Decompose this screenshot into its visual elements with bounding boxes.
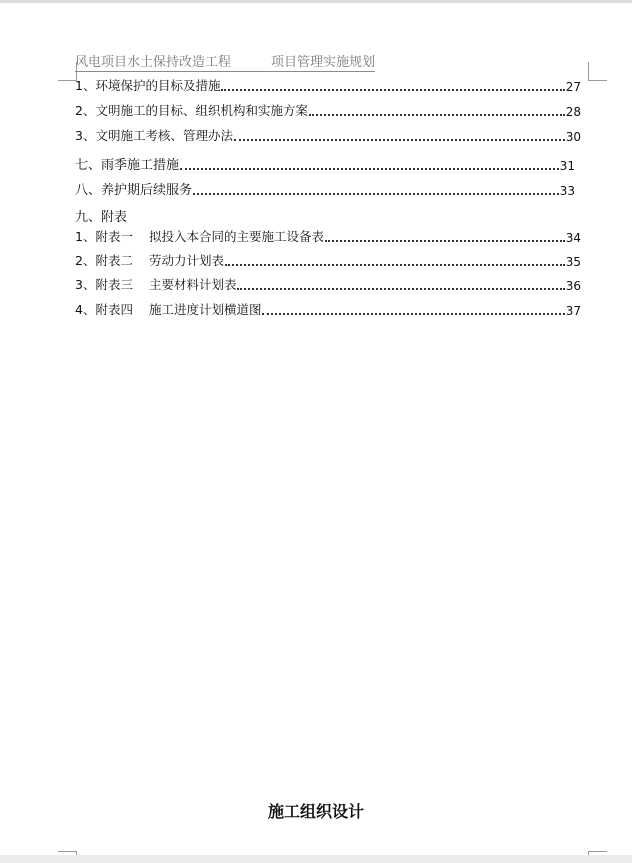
- document-page: [0, 3, 632, 855]
- appendix-heading: 九、附表: [75, 210, 128, 225]
- toc-entry-page: 31: [559, 159, 575, 173]
- toc-entry-text: 1、环境保护的目标及措施: [75, 78, 221, 93]
- toc-entry[interactable]: [75, 101, 581, 119]
- toc-entry[interactable]: [75, 126, 581, 144]
- toc-leader-dots: [237, 288, 564, 290]
- toc-entry-appendix[interactable]: [75, 300, 581, 318]
- toc-entry-number: 2、附表二: [75, 253, 133, 268]
- header-doc-title: 项目管理实施规划: [271, 55, 376, 70]
- toc-leader-dots: [225, 264, 565, 266]
- toc-entry-appendix[interactable]: [75, 251, 581, 269]
- crop-mark-top-right: [588, 62, 607, 81]
- section-title: 施工组织设计: [267, 802, 364, 821]
- toc-entry-text: 主要材料计划表: [148, 277, 237, 292]
- toc-leader-dots: [325, 240, 565, 242]
- toc-entry-page: 27: [565, 80, 581, 94]
- header-project-name: 风电项目水土保持改造工程: [75, 55, 232, 70]
- toc-entry-page: 34: [565, 231, 581, 245]
- toc-entry-page: 28: [565, 105, 581, 119]
- toc-entry-section[interactable]: [75, 155, 575, 173]
- toc-entry-page: 35: [565, 255, 581, 269]
- toc-leader-dots: [193, 193, 559, 195]
- toc-entry-number: 1、附表一: [75, 229, 133, 244]
- toc-entry-text: 七、雨季施工措施: [75, 158, 180, 173]
- toc-entry-text: 八、养护期后续服务: [75, 183, 193, 198]
- toc-entry[interactable]: [75, 76, 581, 94]
- toc-entry-text: 劳动力计划表: [148, 253, 224, 268]
- toc-entry-text: 3、文明施工考核、管理办法: [75, 128, 233, 143]
- toc-entry-text: 施工进度计划横道图: [148, 302, 262, 317]
- toc-leader-dots: [262, 313, 564, 315]
- toc-entry-appendix[interactable]: [75, 275, 581, 293]
- window-bottom-edge: [0, 855, 632, 863]
- toc-entry-number: 3、附表三: [75, 277, 133, 292]
- toc-leader-dots: [180, 168, 559, 170]
- toc-entry-page: 36: [565, 279, 581, 293]
- toc-leader-dots: [221, 89, 564, 91]
- toc-entry-page: 37: [565, 304, 581, 318]
- toc-entry-page: 33: [559, 184, 575, 198]
- toc-entry-number: 4、附表四: [75, 302, 133, 317]
- toc-leader-dots: [234, 139, 565, 141]
- toc-leader-dots: [309, 114, 565, 116]
- toc-entry-text: 拟投入本合同的主要施工设备表: [148, 229, 324, 244]
- toc-entry-page: 30: [565, 130, 581, 144]
- toc-entry-text: 2、文明施工的目标、组织机构和实施方案: [75, 103, 308, 118]
- toc-entry-appendix[interactable]: [75, 227, 581, 245]
- page-header: [75, 51, 375, 72]
- toc-entry-section[interactable]: [75, 180, 575, 198]
